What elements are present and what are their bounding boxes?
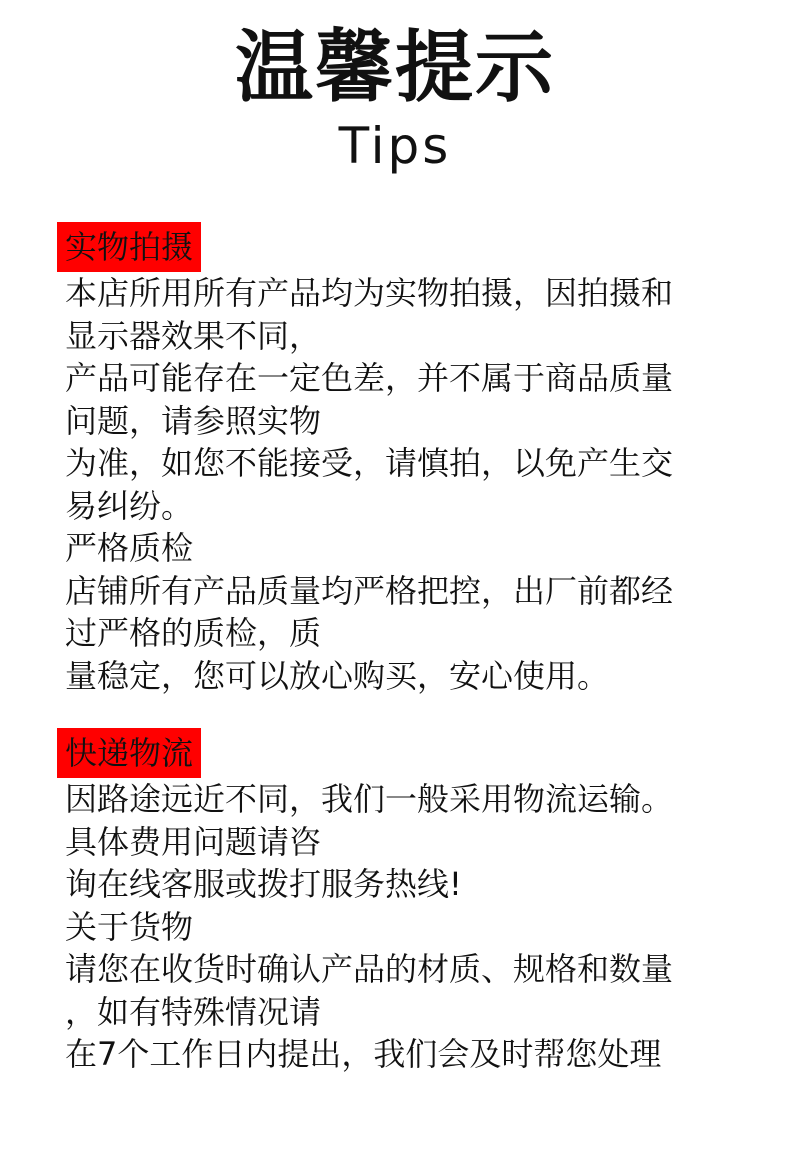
page-title: 温馨提示 [234,23,555,113]
section-product-photos [57,222,737,697]
section-text-line: 店铺所有产品质量均严格把控，出厂前都经 [65,571,674,610]
section-text-line: 在7个工作日内提出，我们会及时帮您处理 [65,1035,662,1073]
section-text-line: 量稳定，您可以放心购买，安心使用。 [65,656,610,695]
subheading-about-goods: 关于货物 [65,907,194,946]
section-text-line: 问题，请参照实物 [65,401,322,440]
section-text-line: 询在线客服或拨打服务热线! [65,865,462,903]
subheading-quality-check: 严格质检 [65,529,194,567]
section-text-line: 因路途远近不同，我们一般采用物流运输。 [65,780,674,818]
section-text-line: 为准，如您不能接受，请慎拍，以免产生交 [65,444,674,482]
page-subtitle: Tips [338,117,452,175]
section-text-line: 产品可能存在一定色差，并不属于商品质量 [65,359,674,397]
section-text-line: 请您在收货时确认产品的材质、规格和数量 [65,950,674,988]
section-text-line: 显示器效果不同， [65,316,322,355]
section-tag-product-photos: 实物拍摄 [57,222,201,272]
section-text-line: ，如有特殊情况请 [65,992,322,1031]
section-shipping [57,728,737,1076]
section-text-line: 过严格的质检，质 [65,614,322,652]
section-text-line: 易纠纷。 [65,486,194,525]
section-text-line: 具体费用问题请咨 [65,822,322,861]
section-tag-shipping: 快递物流 [57,728,201,778]
section-text-line: 本店所用所有产品均为实物拍摄，因拍摄和 [65,274,674,312]
